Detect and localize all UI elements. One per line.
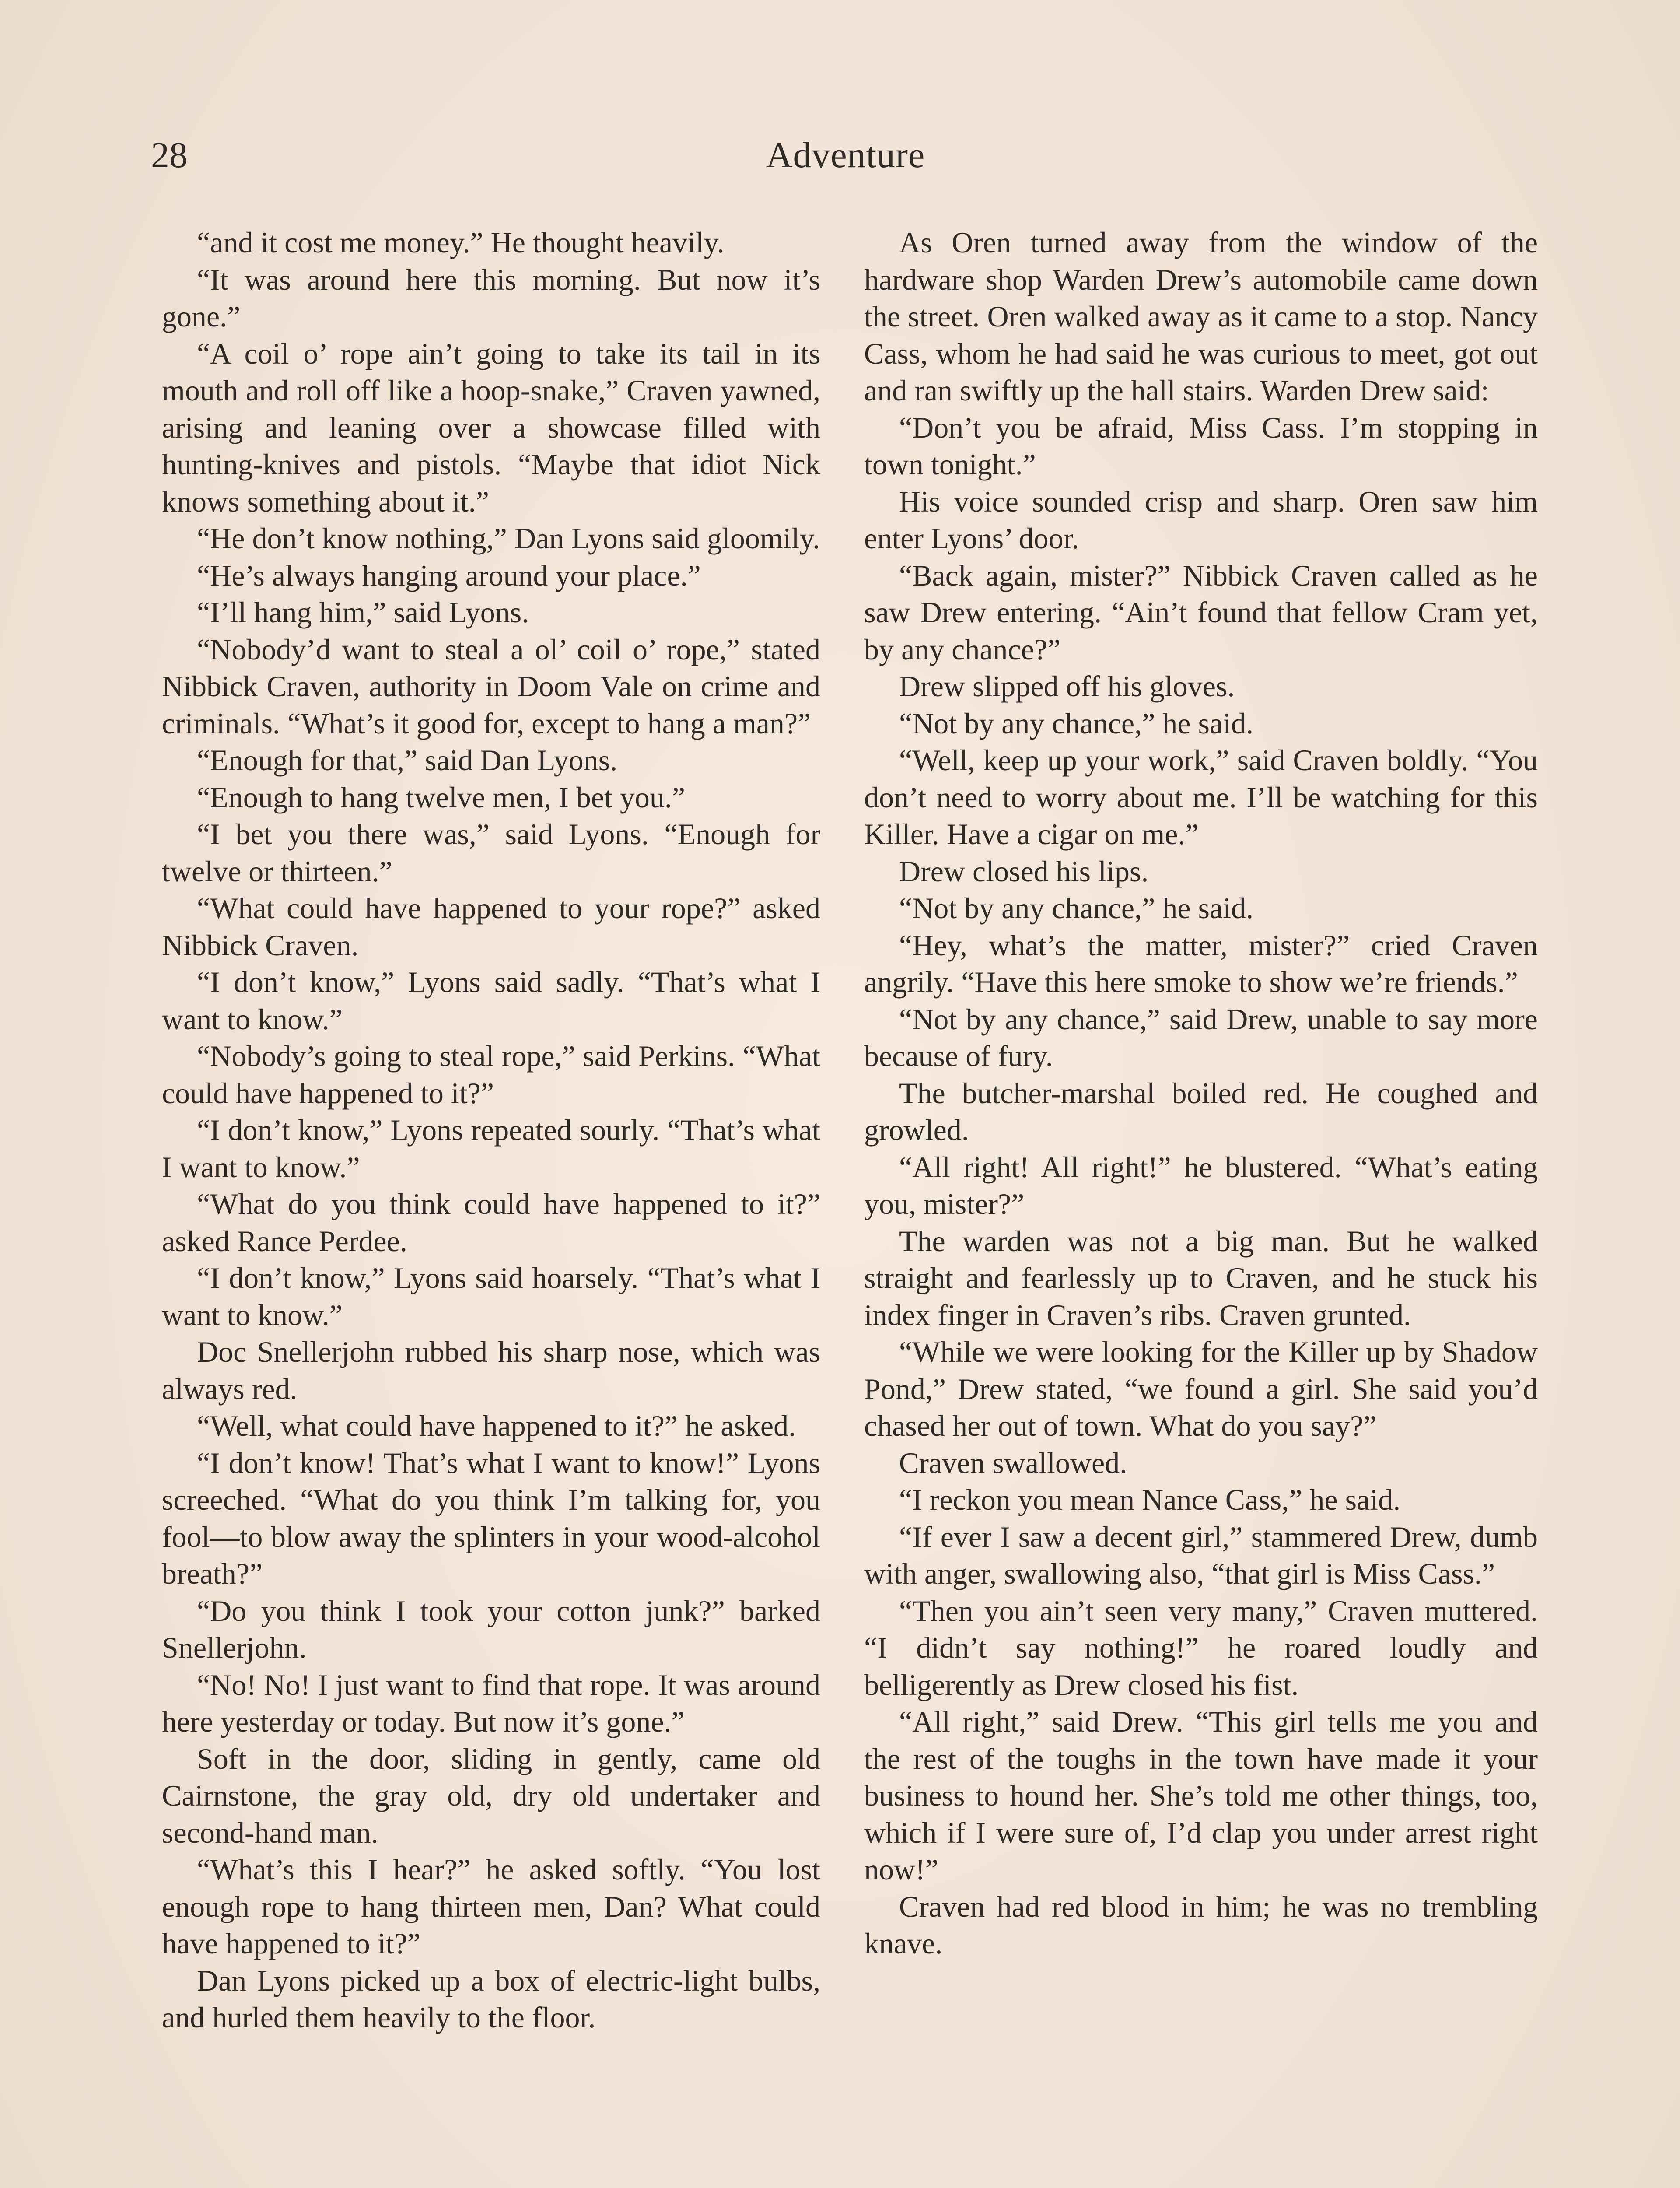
paragraph: Dan Lyons picked up a box of electric-light bulbs, and hurled them heavily to the floor. [162, 1964, 820, 2034]
paragraph: “I’ll hang him,” said Lyons. [197, 596, 529, 629]
paragraph: “Then you ain’t seen very many,” Craven muttered. “I didn’t say nothing!” he roared loudly and belligerently as Drew closed his fist. [864, 1594, 1538, 1701]
paragraph: “Well, keep up your work,” said Craven boldly. “You don’t need to worry about me. I’ll be watching for this Killer. Have a cigar on me.” [864, 743, 1538, 851]
paragraph: “What’s this I hear?” he asked softly. “You lost enough rope to hang thirteen men, Dan? What could have happened to it?” [162, 1853, 820, 1960]
paragraph: “What do you think could have happened to it?” asked Rance Perdee. [162, 1187, 820, 1258]
paragraph: “I reckon you mean Nance Cass,” he said. [899, 1483, 1401, 1516]
page-header [151, 131, 1540, 179]
paragraph: As Oren turned away from the window of the hardware shop Warden Drew’s automobile came down the street. Oren walked away as it came to a stop. Nancy Cass, whom he had said he was curious to meet, got out and ran swiftly up the hall stairs. Warden Drew said: [864, 226, 1538, 407]
paragraph: “Not by any chance,” said Drew, unable to say more because of fury. [864, 1002, 1538, 1073]
paragraph: His voice sounded crisp and sharp. Oren saw him enter Lyons’ door. [864, 484, 1538, 555]
paragraph: “While we were looking for the Killer up by Shadow Pond,” Drew stated, “we found a girl. She said you’d chased her out of town. What do you say?” [864, 1335, 1538, 1442]
paragraph: “All right,” said Drew. “This girl tells me you and the rest of the toughs in the town have made it your business to hound her. She’s told me other things, too, which if I were sure of, I’d clap you under arrest right now!” [864, 1705, 1538, 1886]
paragraph: Craven swallowed. [899, 1446, 1127, 1480]
paragraph: “I don’t know,” Lyons said sadly. “That’s what I want to know.” [162, 965, 820, 1036]
paragraph: “I don’t know,” Lyons said hoarsely. “That’s what I want to know.” [162, 1261, 820, 1332]
paragraph: “He’s always hanging around your place.” [197, 558, 701, 592]
paragraph: “Hey, what’s the matter, mister?” cried Craven angrily. “Have this here smoke to show we’re friends.” [864, 928, 1538, 999]
paragraph: “All right! All right!” he blustered. “What’s eating you, mister?” [864, 1150, 1538, 1220]
paragraph: “I don’t know,” Lyons repeated sourly. “That’s what I want to know.” [162, 1113, 820, 1184]
paragraph: “I bet you there was,” said Lyons. “Enough for twelve or thirteen.” [162, 817, 820, 888]
paragraph: Soft in the door, sliding in gently, came old Cairnstone, the gray old, dry old undertaker and second-hand man. [162, 1742, 820, 1849]
paragraph: “Nobody’d want to steal a ol’ coil o’ rope,” stated Nibbick Craven, authority in Doom Vale on crime and criminals. “What’s it good for, except to hang a man?” [162, 632, 820, 740]
paragraph: “He don’t know nothing,” Dan Lyons said gloomily. [197, 522, 820, 555]
right-text-column [864, 224, 1538, 2188]
paragraph: The warden was not a big man. But he walked straight and fearlessly up to Craven, and he stuck his index finger in Craven’s ribs. Craven grunted. [864, 1224, 1538, 1332]
paragraph: The butcher-marshal boiled red. He coughed and growled. [864, 1076, 1538, 1147]
paragraph: “I don’t know! That’s what I want to know!” Lyons screeched. “What do you think I’m talking for, you fool—to blow away the splinters in your wood-alcohol breath?” [162, 1446, 820, 1590]
paragraph: “Do you think I took your cotton junk?” barked Snellerjohn. [162, 1594, 820, 1664]
paragraph: “Enough for that,” said Dan Lyons. [197, 743, 618, 777]
left-text-column [162, 224, 820, 2188]
paragraph: “It was around here this morning. But now it’s gone.” [162, 263, 820, 333]
magazine-title: Adventure [766, 135, 925, 175]
paragraph: “Back again, mister?” Nibbick Craven called as he saw Drew entering. “Ain’t found that fellow Cram yet, by any chance?” [864, 558, 1538, 666]
page-number: 28 [151, 135, 188, 175]
paragraph: “If ever I saw a decent girl,” stammered Drew, dumb with anger, swallowing also, “that girl is Miss Cass.” [864, 1520, 1538, 1590]
paragraph: Drew slipped off his gloves. [899, 670, 1235, 703]
paragraph: Drew closed his lips. [899, 854, 1149, 888]
paragraph: “Enough to hang twelve men, I bet you.” [197, 780, 686, 814]
paragraph: “Not by any chance,” he said. [899, 706, 1253, 740]
paragraph: “No! No! I just want to find that rope. It was around here yesterday or today. But now it’s gone.” [162, 1668, 820, 1738]
paragraph: “What could have happened to your rope?” asked Nibbick Craven. [162, 891, 820, 962]
paragraph: “Nobody’s going to steal rope,” said Perkins. “What could have happened to it?” [162, 1039, 820, 1110]
paragraph: “Not by any chance,” he said. [899, 891, 1253, 925]
paragraph: Craven had red blood in him; he was no trembling knave. [864, 1890, 1538, 1960]
paragraph: Doc Snellerjohn rubbed his sharp nose, which was always red. [162, 1335, 820, 1406]
paragraph: “Don’t you be afraid, Miss Cass. I’m stopping in town tonight.” [864, 410, 1538, 481]
paragraph: “Well, what could have happened to it?” he asked. [197, 1409, 796, 1442]
paragraph: “A coil o’ rope ain’t going to take its tail in its mouth and roll off like a hoop-snake,” Craven yawned, arising and leaning over a showcase filled with hunting-knives and pistols. “Maybe that idiot Nick knows something about it.” [162, 337, 820, 518]
paragraph: “and it cost me money.” He thought heavily. [197, 226, 724, 259]
